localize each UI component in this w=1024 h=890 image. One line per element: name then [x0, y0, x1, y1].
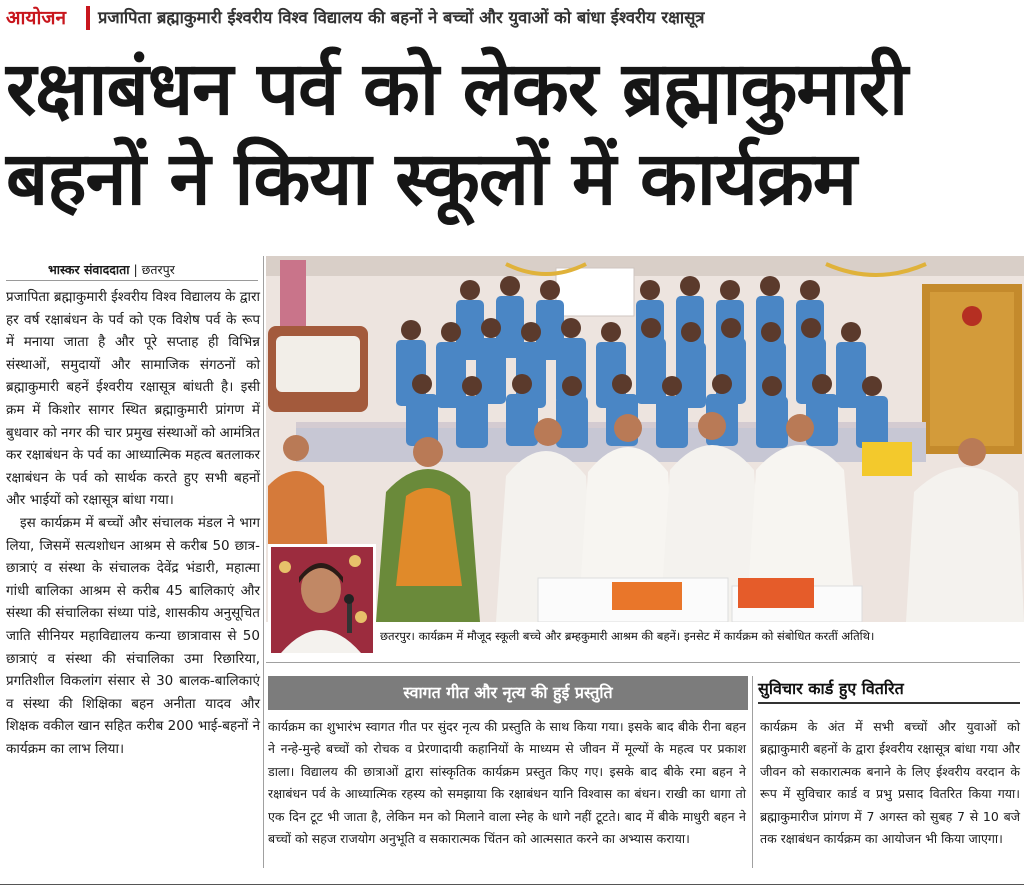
column-divider: [263, 256, 264, 868]
byline-reporter: भास्कर संवाददाता: [48, 262, 130, 277]
article-body-left: [6, 286, 260, 760]
headline-line-2: बहनों ने किया स्कूलों में कार्यक्रम: [6, 136, 856, 222]
section-heading-welcome: स्वागत गीत और नृत्य की हुई प्रस्तुति: [268, 676, 748, 710]
section-body-cards: कार्यक्रम के अंत में सभी बच्चों और युवाओं को ब्रह्माकुमारी बहनों के द्वारा ईश्वरीय रक्षासूत्र बांधा गया और जीवन को सकारात्मक बनाने के लिए ईश्वरीय वरदान के रूप में सुविचार कार्ड व प्रभु प्रसाद वितरित किया गया। ब्रह्माकुमारीज प्रांगण में 7 अगस्त को सुबह 7 से 10 बजे तक रक्षाबंधन कार्यक्रम का आयोजन भी किया जाएगा।: [760, 719, 1020, 847]
byline: [6, 260, 258, 281]
bottom-rule: [0, 884, 1024, 885]
section-tag: आयोजन: [6, 7, 67, 29]
section-body-welcome: कार्यक्रम का शुभारंभ स्वागत गीत पर सुंदर नृत्य की प्रस्तुति के साथ किया गया। इसके बाद बीके रीना बहन ने नन्हे-मुन्हे बच्चों को रोचक व प्रेरणादायी कहानियों के माध्यम से जीवन में मूल्यों के महत्व पर प्रकाश डाला। विद्यालय की छात्राओं द्वारा सांस्कृतिक कार्यक्रम प्रस्तुत किए गए। इसके बाद बीके रमा बहन ने रक्षाबंधन पर्व के आध्यात्मिक रहस्य को समझाया कि रक्षाबंधन यानि विश्वास का बंधन। राखी का धागा तो एक दिन टूट भी जाता है, लेकिन मन को मिलाने वाला स्नेह के धागे नहीं टूटते। बाद में बीके माधुरी बहन ने बच्चों को सहज राजयोग अनुभूति व सकारात्मक चिंतन को आत्मसात करने का अभ्यास कराया।: [268, 719, 746, 847]
kicker-divider: [86, 6, 90, 30]
byline-separator: |: [133, 262, 138, 277]
inset-photo: [268, 544, 376, 656]
paragraph-1: प्रजापिता ब्रह्माकुमारी ईश्वरीय विश्व विद्यालय के द्वारा हर वर्ष रक्षाबंधन के पर्व को एक विशेष पर्व के रूप में मनाया जाता है और पूरे सप्ताह ही विभिन्न संस्थाओं, समुदायों और सामाजिक संगठनों को ब्रह्माकुमारी बहनें ईश्वरीय रक्षासूत्र बांधती है। इसी क्रम में किशोर सागर स्थित ब्रह्माकुमारी प्रांगण में बुधवार को नगर की चार प्रमुख संस्थाओं को आमंत्रित कर रक्षाबंधन के पर्व का आध्यात्मिक महत्व बतलाकर रक्षाबंधन के पर्व को सार्थक करते हुए सभी बहनों और भाईयों को रक्षासूत्र बांधा गया।: [6, 289, 261, 509]
event-photo: [266, 256, 1024, 622]
photo-caption: छतरपुर। कार्यक्रम में मौजूद स्कूली बच्चे और ब्रम्हकुमारी आश्रम की बहनें। इनसेट में कार्यक्रम को संबोधित करतीं अतिथि।: [380, 629, 875, 643]
column-divider-2: [752, 676, 753, 868]
headline: [6, 44, 1018, 224]
byline-place: छतरपुर: [141, 262, 175, 277]
caption-divider: [266, 662, 1020, 663]
kicker-text: प्रजापिता ब्रह्माकुमारी ईश्वरीय विश्व विद्यालय की बहनों ने बच्चों और युवाओं को बांधा ईश्वरीय रक्षासूत्र: [98, 8, 705, 27]
section-heading-cards: सुविचार कार्ड हुए वितरित: [758, 676, 1020, 704]
event-photo-illustration: [266, 256, 1024, 622]
paragraph-2: इस कार्यक्रम में बच्चों और संचालक मंडल ने भाग लिया, जिसमें सत्यशोधन आश्रम से करीब 50 छात्र-छात्राएं व संस्था के संचालक देवेंद्र भंडारी, महात्मा गांधी बालिका आश्रम से करीब 45 बालिकाएं और संस्था की संचालिका संध्या पांडे, शासकीय अनुसूचित जाति सीनियर महाविद्यालय कन्या छात्रावास से 50 छात्राएं व संस्था की संचालिका उमा रिछारिया, प्रगतिशील विकलांग संसार से 30 बालक-बालिकाएं व संस्था की शिक्षिका बहन अनीता यादव और शिक्षक वकील खान सहित करीब 200 भाई-बहनों ने कार्यक्रम का लाभ लिया।: [6, 514, 260, 757]
inset-photo-illustration: [271, 547, 373, 653]
headline-line-1: रक्षाबंधन पर्व को लेकर ब्रह्माकुमारी: [6, 46, 908, 132]
